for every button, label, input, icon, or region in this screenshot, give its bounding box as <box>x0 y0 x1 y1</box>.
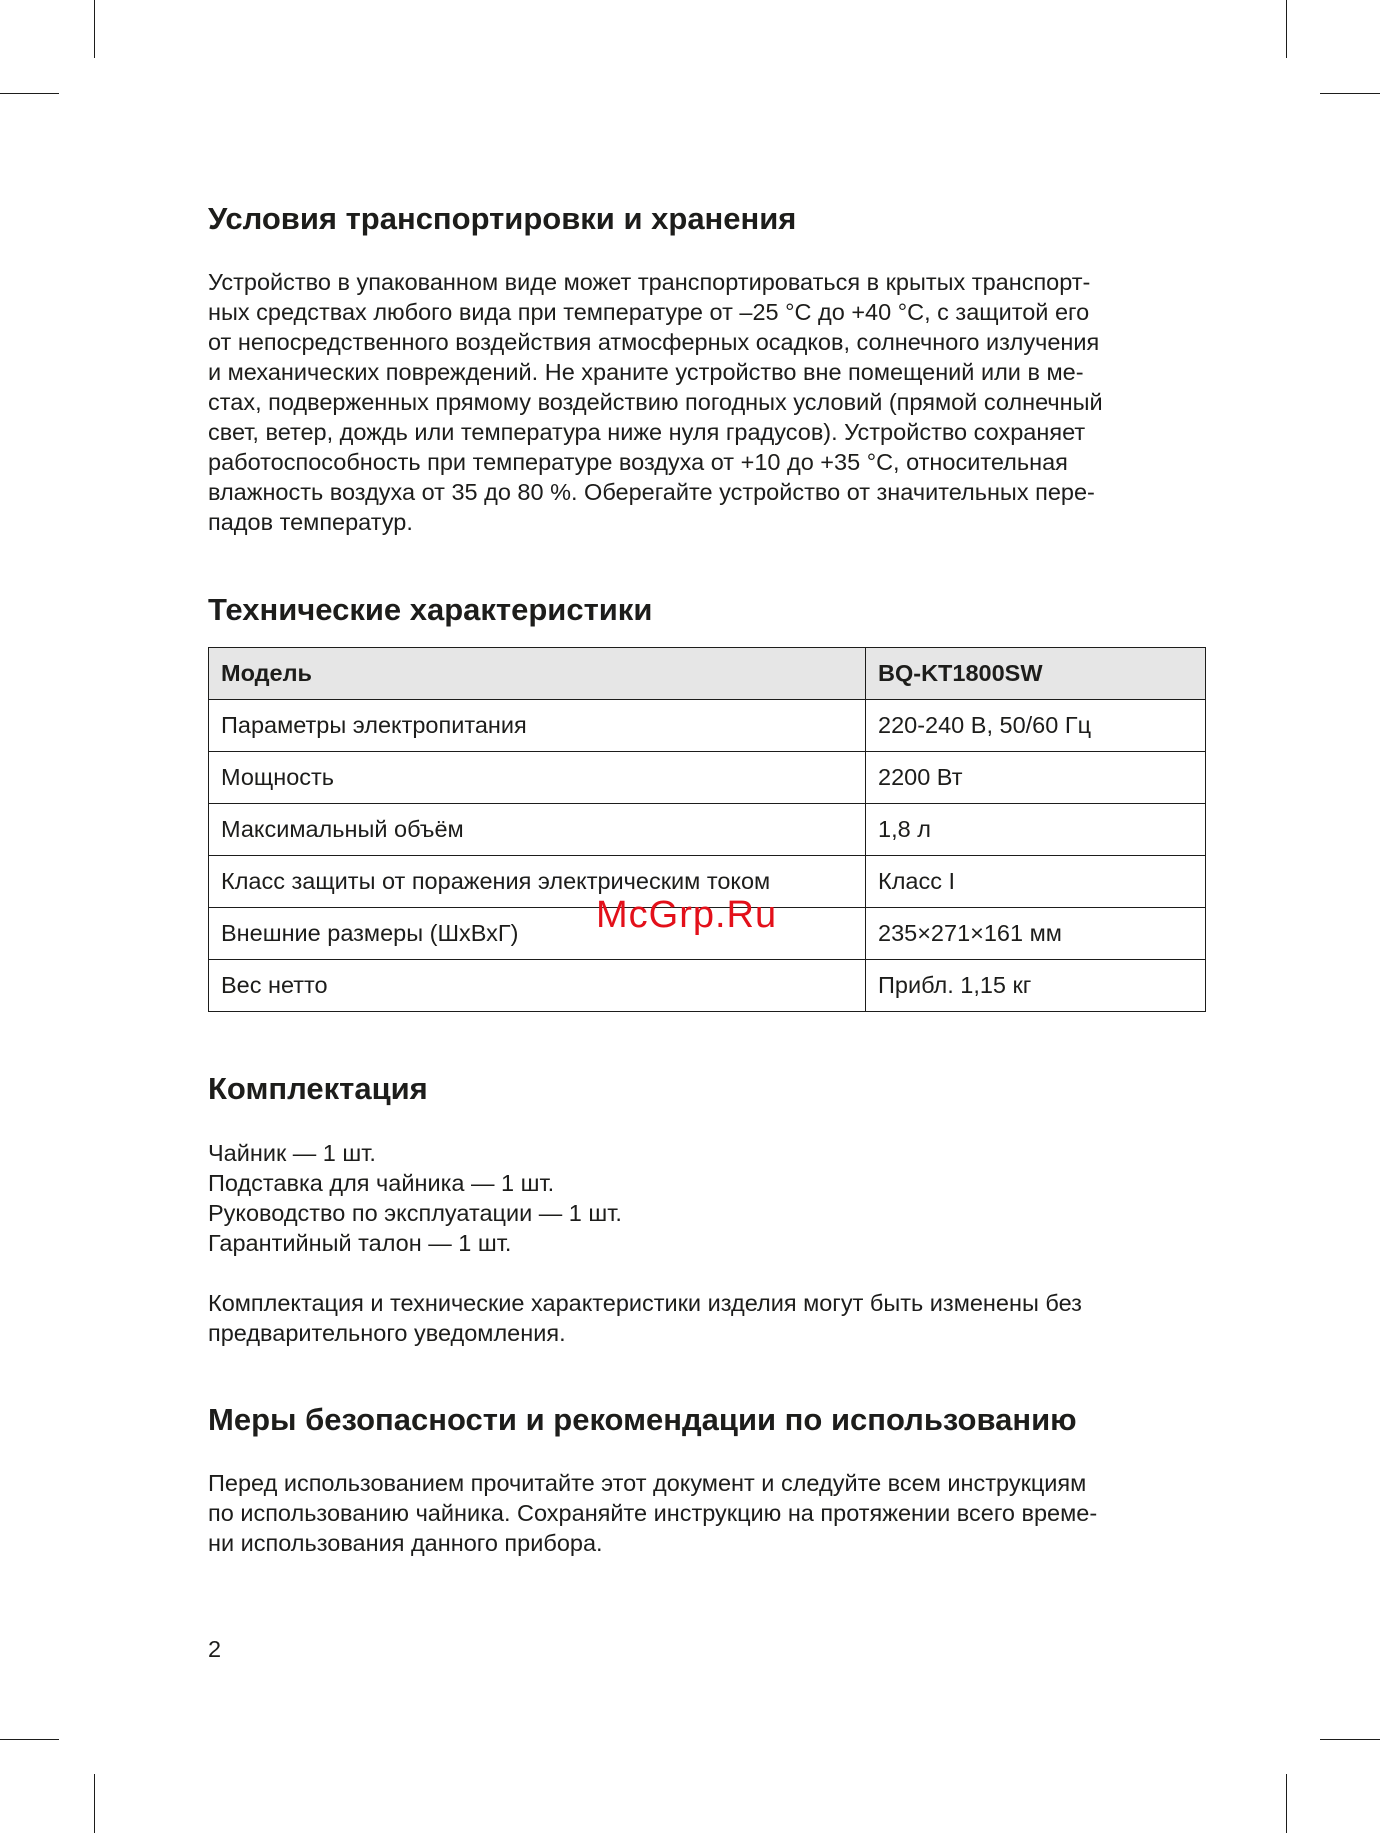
watermark: McGrp.Ru <box>596 894 778 936</box>
text-line: предварительного уведомления. <box>208 1320 566 1346</box>
table-row <box>209 700 1206 752</box>
table-header-row <box>209 648 1206 700</box>
crop-mark <box>94 1774 95 1833</box>
text-line: свет, ветер, дождь или температура ниже нуля градусов). Устройство сохраняет <box>208 419 1086 445</box>
table-cell: Вес нетто <box>209 960 866 1012</box>
table-cell: Параметры электропитания <box>209 700 866 752</box>
list-item: Подставка для чайника — 1 шт. <box>208 1170 555 1196</box>
crop-mark <box>94 0 95 58</box>
safety-heading: Меры безопасности и рекомендации по использованию <box>208 1402 1077 1437</box>
text-line: Устройство в упакованном виде может транспортироваться в крытых транспорт- <box>208 269 1091 295</box>
table-header-cell: BQ-KT1800SW <box>866 648 1206 700</box>
table-header-cell: Модель <box>209 648 866 700</box>
table-cell: Класс защиты от поражения электрическим током <box>209 856 866 908</box>
text-line: ни использования данного прибора. <box>208 1530 603 1556</box>
table-cell: 220-240 В, 50/60 Гц <box>866 700 1206 752</box>
transport-heading: Условия транспортировки и хранения <box>208 201 797 236</box>
table-row <box>209 752 1206 804</box>
text-line: стах, подверженных прямому воздействию погодных условий (прямой солнечный <box>208 389 1103 415</box>
text-line: Перед использованием прочитайте этот документ и следуйте всем инструкциям <box>208 1470 1087 1496</box>
table-cell: 1,8 л <box>866 804 1206 856</box>
table-row <box>209 804 1206 856</box>
text-line: работоспособность при температуре воздуха от +10 до +35 °С, относительная <box>208 449 1068 475</box>
crop-mark <box>1320 1739 1380 1740</box>
page-number: 2 <box>208 1636 222 1662</box>
crop-mark <box>1286 1774 1287 1833</box>
transport-paragraph <box>208 267 1208 537</box>
list-item: Гарантийный талон — 1 шт. <box>208 1230 512 1256</box>
table-cell: Класс I <box>866 856 1206 908</box>
table-cell: 235×271×161 мм <box>866 908 1206 960</box>
crop-mark <box>0 1739 59 1740</box>
text-line: падов температур. <box>208 509 413 535</box>
table-cell: 2200 Вт <box>866 752 1206 804</box>
text-line: и механических повреждений. Не храните устройство вне помещений или в ме- <box>208 359 1084 385</box>
package-list <box>208 1138 1208 1258</box>
package-note <box>208 1288 1208 1348</box>
specs-table <box>208 647 1206 1012</box>
package-heading: Комплектация <box>208 1071 428 1106</box>
safety-paragraph <box>208 1468 1208 1558</box>
text-line: Комплектация и технические характеристики изделия могут быть изменены без <box>208 1290 1082 1316</box>
table-row <box>209 960 1206 1012</box>
text-line: ных средствах любого вида при температуре от –25 °С до +40 °С, с защитой его <box>208 299 1090 325</box>
table-cell: Максимальный объём <box>209 804 866 856</box>
table-cell: Внешние размеры (ШхВхГ) <box>209 908 866 960</box>
text-line: от непосредственного воздействия атмосферных осадков, солнечного излучения <box>208 329 1100 355</box>
text-line: влажность воздуха от 35 до 80 %. Оберегайте устройство от значительных пере- <box>208 479 1095 505</box>
table-cell: Мощность <box>209 752 866 804</box>
table-cell: Прибл. 1,15 кг <box>866 960 1206 1012</box>
text-line: по использованию чайника. Сохраняйте инструкцию на протяжении всего време- <box>208 1500 1098 1526</box>
crop-mark <box>1286 0 1287 58</box>
crop-mark <box>1320 93 1380 94</box>
crop-mark <box>0 93 59 94</box>
specs-heading: Технические характеристики <box>208 592 653 627</box>
list-item: Чайник — 1 шт. <box>208 1140 376 1166</box>
list-item: Руководство по эксплуатации — 1 шт. <box>208 1200 622 1226</box>
